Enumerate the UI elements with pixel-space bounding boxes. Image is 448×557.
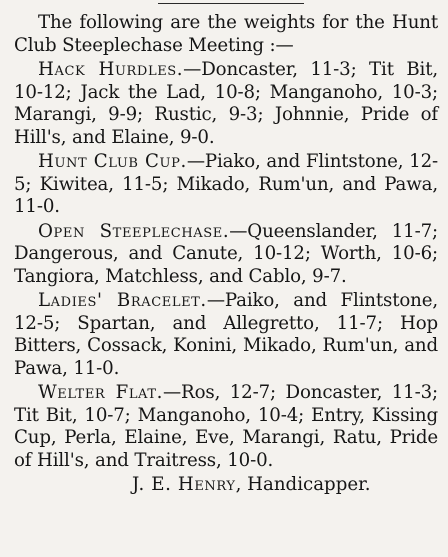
- race-entries: —Ros, 12-7; Doncaster, 11-3; Tit Bit, 10-7; Manganoho, 10-4; Entry, Kissing Cup, Perla, Elaine, Eve, Marangi, Ratu, Pride of Hill's, and Traitress, 10-0.: [14, 382, 438, 471]
- header-rule: [158, 3, 304, 4]
- race-name: Welter Flat.: [38, 382, 163, 403]
- signature: [14, 474, 438, 497]
- signature-name: J. E. Henry: [132, 474, 236, 495]
- race-open-steeplechase: [14, 221, 438, 289]
- article-column: [14, 12, 438, 497]
- race-entries: —Paiko, and Flintstone, 12-5; Spartan, and Allegretto, 11-7; Hop Bitters, Cossack, Konini, Mikado, Rum'un, and Pawa, 11-0.: [14, 290, 438, 379]
- race-name: Hack Hurdles.: [38, 59, 184, 80]
- race-hack-hurdles: [14, 59, 438, 149]
- race-name: Ladies' Bracelet.: [38, 290, 207, 311]
- intro-paragraph: The following are the weights for the Hunt Club Steeplechase Meeting :—: [14, 12, 438, 56]
- race-entries: —Piako, and Flintstone, 12-5; Kiwitea, 11-5; Mikado, Rum'un, and Pawa, 11-0.: [14, 151, 438, 217]
- race-name: Hunt Club Cup.: [38, 151, 187, 172]
- race-welter-flat: [14, 382, 438, 472]
- race-name: Open Steeplechase.: [38, 220, 230, 242]
- race-entries: —Doncaster, 11-3; Tit Bit, 10-12; Jack the Lad, 10-8; Manganoho, 10-3; Marangi, 9-9; Rustic, 9-3; Johnnie, Pride of Hill's, and Elaine, 9-0.: [14, 59, 438, 148]
- signature-title: , Handicapper.: [235, 474, 371, 495]
- race-hunt-club-cup: [14, 151, 438, 219]
- race-ladies-bracelet: [14, 290, 438, 380]
- race-entries: —Queenslander, 11-7; Dangerous, and Canute, 10-12; Worth, 10-6; Tangiora, Matchless, and Cablo, 9-7.: [14, 220, 438, 287]
